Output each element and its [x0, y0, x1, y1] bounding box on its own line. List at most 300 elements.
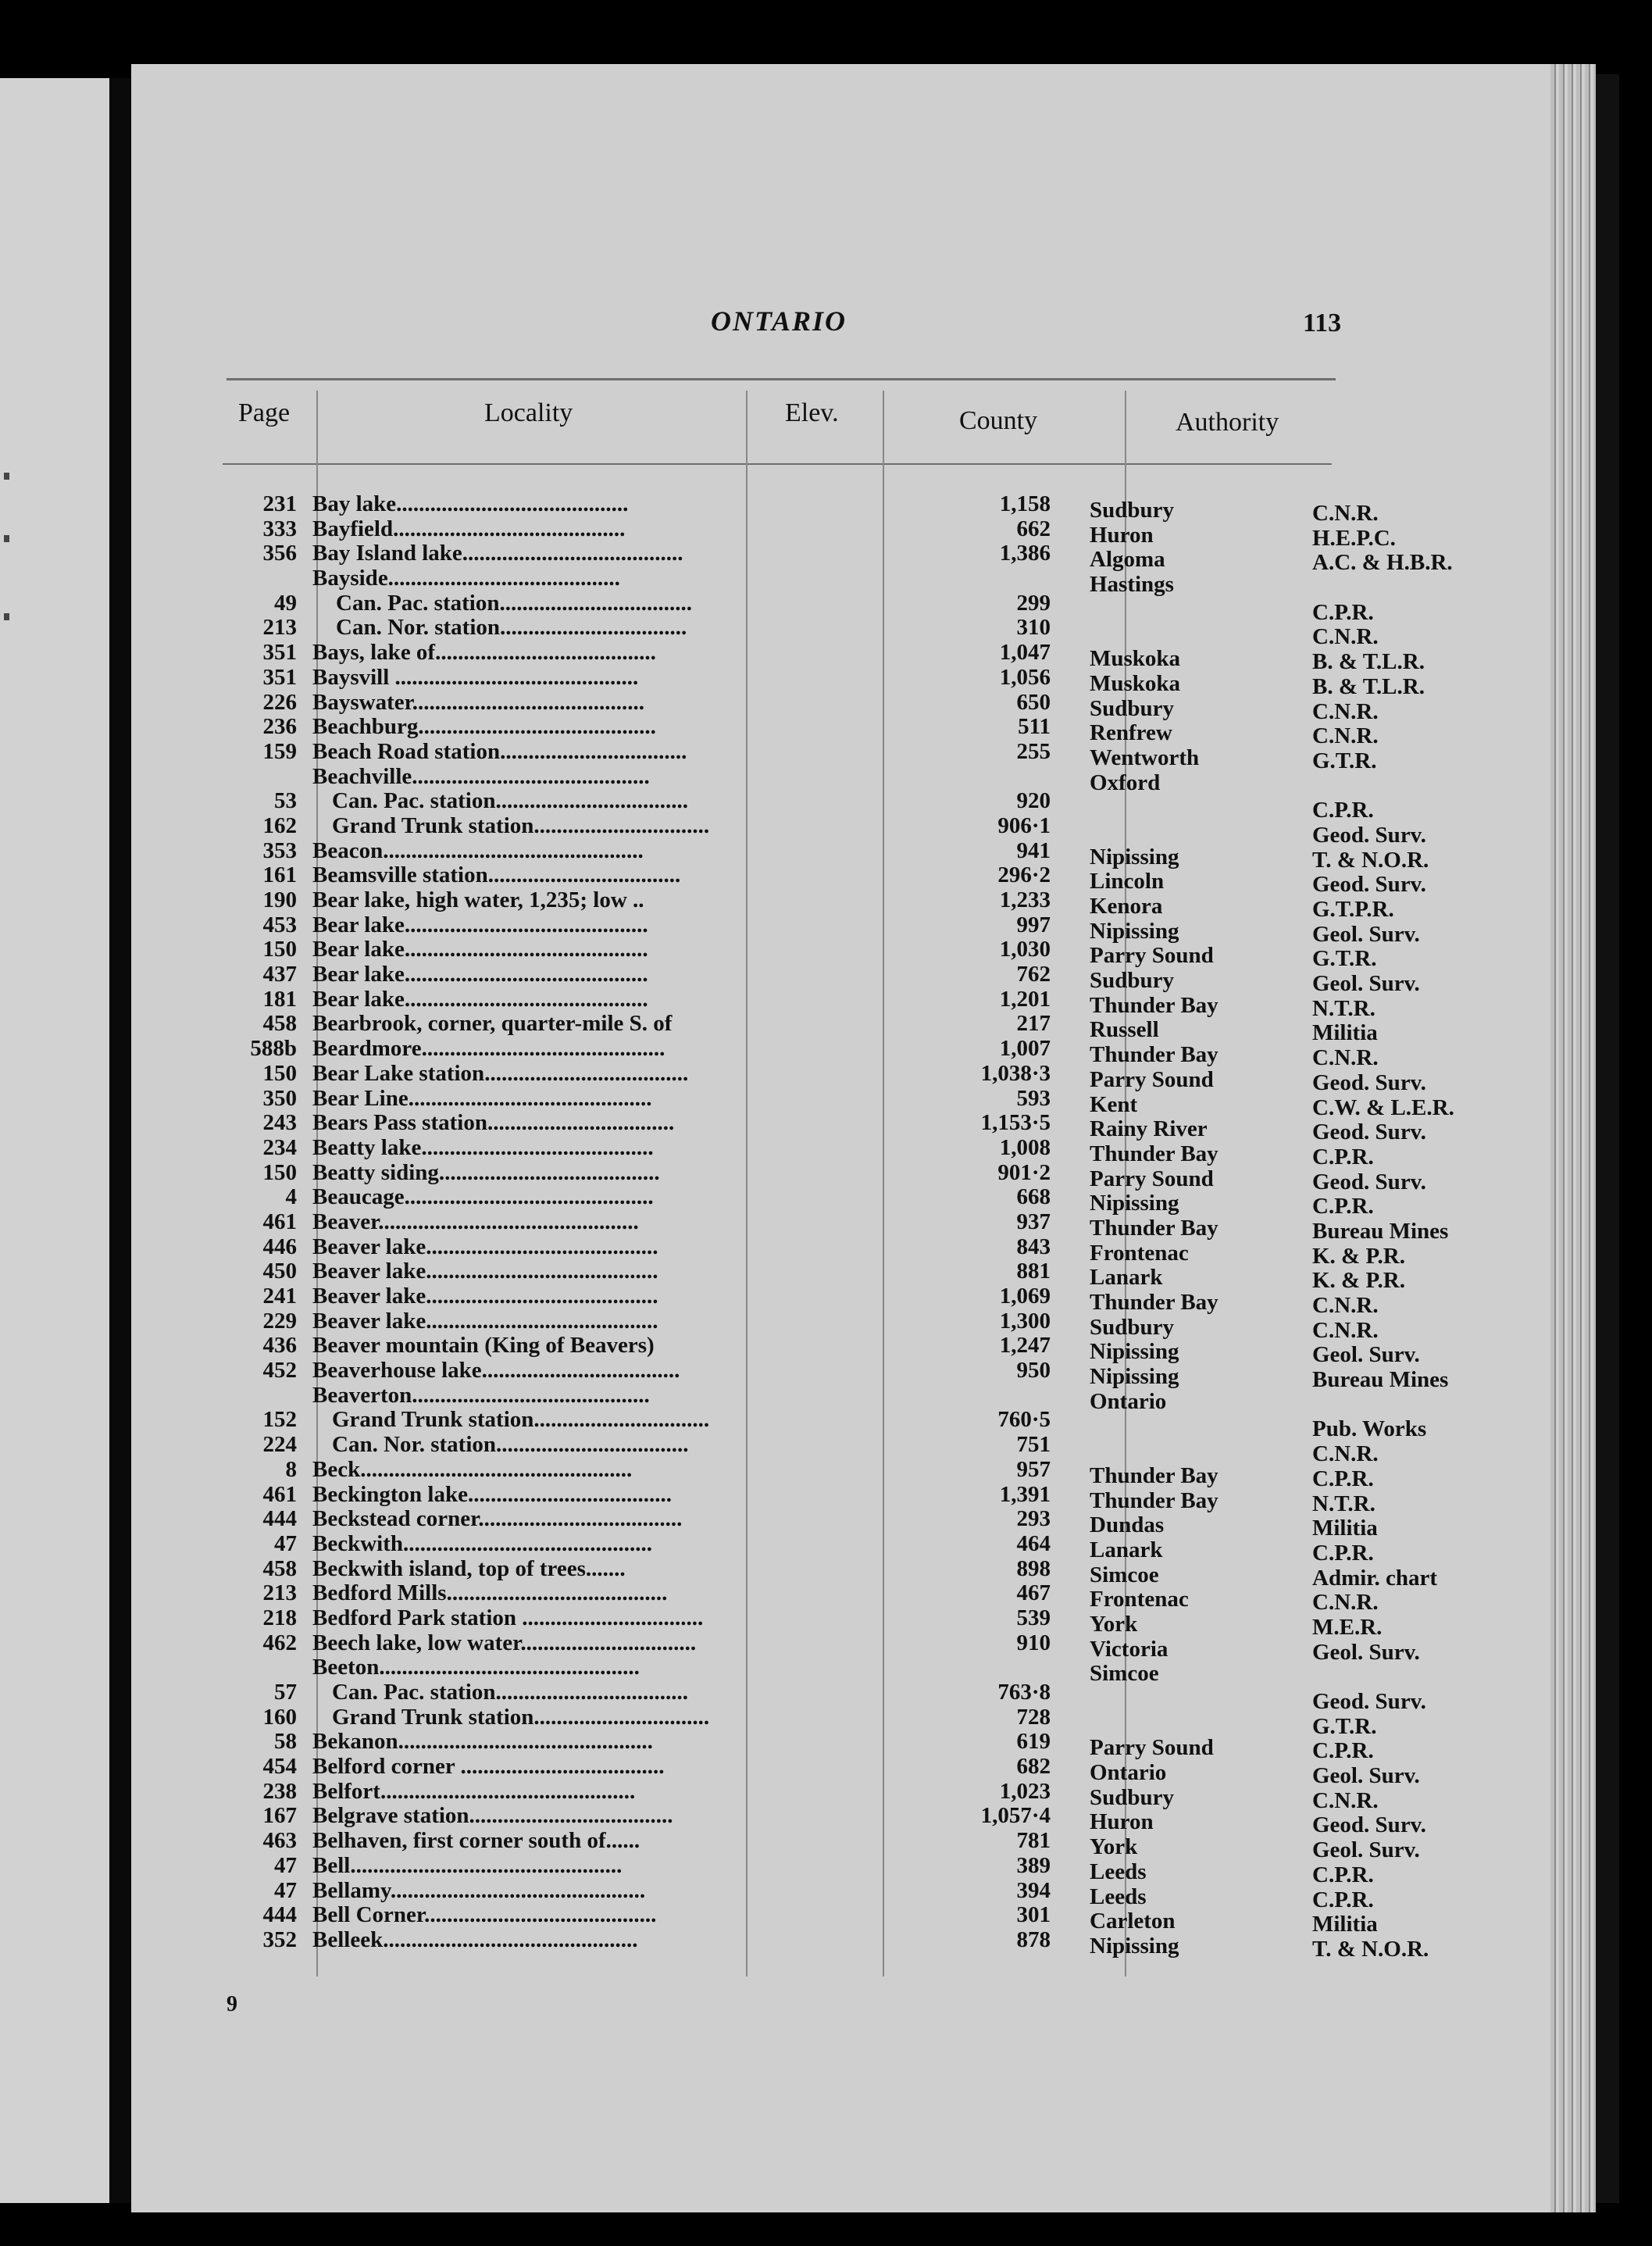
locality-cell: Belfort............................................. [312, 1779, 636, 1804]
county-cell: Frontenac [1090, 1587, 1189, 1612]
locality-cell: Bearbrook, corner, quarter-mile S. of [312, 1012, 673, 1037]
elevation-table [219, 491, 1454, 1962]
page-cell: 213 [262, 1580, 297, 1606]
county-cell: Parry Sound [1090, 943, 1214, 969]
locality-cell: Bayswater......................................... [312, 690, 645, 715]
elevation-cell: 1,300 [999, 1308, 1051, 1334]
table-row [219, 1729, 1374, 1764]
page-cell: 160 [262, 1704, 297, 1730]
authority-cell: Militia [1312, 1912, 1378, 1937]
authority-cell: Geod. Surv. [1312, 1812, 1426, 1838]
county-cell: Nipissing [1090, 1364, 1179, 1390]
table-row [219, 1506, 1378, 1541]
locality-cell: Bellamy............................................. [312, 1878, 646, 1903]
county-cell: Algoma [1090, 547, 1165, 573]
page-cell: 436 [262, 1333, 297, 1359]
locality-cell: Beckington lake.................................... [312, 1482, 672, 1507]
county-cell: Parry Sound [1090, 1735, 1214, 1761]
locality-cell: Beck................................................ [312, 1457, 633, 1482]
table-row [219, 1680, 1426, 1714]
county-cell: Huron [1090, 522, 1154, 548]
elevation-cell: 293 [1016, 1506, 1051, 1532]
authority-cell: C.P.R. [1312, 1540, 1374, 1566]
table-row [219, 1803, 1426, 1838]
county-cell: Nipissing [1090, 1933, 1179, 1959]
county-cell: York [1090, 1611, 1138, 1637]
authority-cell: K. & P.R. [1312, 1243, 1405, 1269]
elevation-cell: 878 [1016, 1926, 1051, 1952]
county-cell: Ontario [1090, 1388, 1167, 1414]
locality-cell: Beaver.............................................. [312, 1209, 639, 1234]
table-row [219, 862, 1426, 898]
facing-page-mark [4, 473, 9, 480]
authority-cell: Geol. Surv. [1312, 921, 1420, 947]
table-row [219, 1011, 1378, 1046]
authority-cell: Geol. Surv. [1312, 1837, 1420, 1863]
locality-cell: Beacon.............................................. [312, 838, 644, 863]
authority-cell: H.E.P.C. [1312, 525, 1396, 551]
locality-cell: Beatty siding....................................... [312, 1160, 660, 1185]
county-cell: Parry Sound [1090, 1066, 1214, 1092]
authority-cell: C.W. & L.E.R. [1312, 1094, 1454, 1120]
page-cell: 234 [262, 1134, 297, 1160]
county-cell: Parry Sound [1090, 1166, 1214, 1191]
locality-cell: Grand Trunk station............................... [332, 813, 710, 838]
locality-cell: Baysvill ........................................... [312, 665, 639, 690]
locality-cell: Can. Pac. station.................................. [332, 1680, 688, 1705]
table-row [219, 516, 1396, 551]
table-row [219, 1754, 1420, 1789]
elevation-cell: 906·1 [997, 812, 1051, 838]
locality-cell: Beaver lake......................................... [312, 1259, 658, 1284]
page-cell: 352 [262, 1926, 297, 1952]
facing-page [0, 78, 109, 2203]
running-title: ONTARIO [711, 305, 847, 337]
locality-cell: Beaverton.......................................... [312, 1383, 650, 1408]
page-cell: 353 [262, 837, 297, 863]
locality-cell: Bear lake, high water, 1,235; low .. [312, 888, 644, 912]
authority-cell: N.T.R. [1312, 995, 1375, 1021]
table-row [219, 1159, 1426, 1194]
county-cell: Russell [1090, 1017, 1159, 1043]
locality-cell: Bay Island lake....................................... [312, 541, 683, 566]
locality-cell: Bayfield......................................... [312, 516, 626, 541]
locality-cell: Can. Pac. station.................................. [332, 789, 688, 814]
county-cell: Sudbury [1090, 1314, 1175, 1340]
elevation-cell: 539 [1016, 1605, 1051, 1630]
page-cell: 462 [262, 1630, 297, 1655]
page-cell: 458 [262, 1555, 297, 1581]
locality-cell: Beamsville station.................................. [312, 863, 681, 888]
table-row [219, 491, 1379, 526]
authority-cell: A.C. & H.B.R. [1312, 550, 1453, 576]
locality-cell: Beckwith............................................ [312, 1531, 652, 1556]
header-county: County [959, 406, 1038, 435]
elevation-cell: 1,030 [999, 937, 1051, 962]
table-row [219, 738, 1377, 773]
table-row [219, 812, 1426, 848]
authority-cell: C.N.R. [1312, 1787, 1379, 1813]
locality-cell: Bears Pass station................................. [312, 1111, 675, 1136]
table-row [219, 1926, 1429, 1962]
authority-cell: C.N.R. [1312, 1045, 1379, 1071]
table-row [219, 764, 1351, 795]
page-cell: 47 [274, 1852, 297, 1878]
authority-cell: C.N.R. [1312, 723, 1379, 749]
page-cell: 356 [262, 541, 297, 566]
elevation-cell: 1,233 [999, 887, 1051, 912]
page-cell: 218 [262, 1605, 297, 1630]
elevation-cell: 467 [1016, 1580, 1051, 1606]
table-row [219, 1481, 1375, 1516]
locality-cell: Beckwith island, top of trees....... [312, 1556, 626, 1581]
page-cell: 351 [262, 640, 297, 666]
county-cell: Nipissing [1090, 1339, 1179, 1365]
page-cell: 458 [262, 1011, 297, 1037]
authority-cell: C.P.R. [1312, 599, 1374, 625]
locality-cell: Bear lake........................................... [312, 962, 648, 987]
page-cell: 161 [262, 862, 297, 888]
table-row [219, 1134, 1374, 1169]
county-cell: Frontenac [1090, 1240, 1189, 1266]
locality-cell: Bear Lake station.................................... [312, 1061, 689, 1086]
locality-cell: Bear lake........................................... [312, 937, 648, 962]
table-row [219, 962, 1420, 997]
authority-cell: C.P.R. [1312, 1194, 1374, 1219]
locality-cell: Beaver mountain (King of Beavers) [312, 1334, 655, 1359]
page-number: 113 [1303, 309, 1342, 337]
county-cell: Sudbury [1090, 498, 1175, 523]
elevation-cell: 910 [1016, 1630, 1051, 1655]
page-cell: 588b [250, 1036, 297, 1062]
locality-cell: Beech lake, low water............................... [312, 1630, 697, 1655]
elevation-cell: 1,153·5 [980, 1110, 1051, 1136]
county-cell: Lincoln [1090, 869, 1165, 894]
authority-cell: Geod. Surv. [1312, 1119, 1426, 1145]
locality-cell: Beaver lake......................................... [312, 1309, 658, 1334]
authority-cell: K. & P.R. [1312, 1268, 1405, 1294]
table-row [219, 1333, 1420, 1368]
table-row [219, 1284, 1379, 1318]
elevation-cell: 301 [1016, 1902, 1051, 1928]
elevation-cell: 763·8 [997, 1680, 1051, 1705]
elevation-cell: 593 [1016, 1085, 1051, 1111]
authority-cell: Geod. Surv. [1312, 1169, 1426, 1194]
authority-cell: C.N.R. [1312, 1441, 1379, 1467]
county-cell: Kent [1090, 1091, 1138, 1117]
locality-cell: Beach Road station................................. [312, 739, 687, 764]
locality-cell: Can. Pac. station.................................. [336, 591, 692, 616]
page-cell: 444 [262, 1506, 297, 1532]
elevation-cell: 668 [1016, 1184, 1051, 1210]
page-cell: 463 [262, 1828, 297, 1854]
page-cell: 4 [285, 1184, 297, 1210]
authority-cell: Geol. Surv. [1312, 1342, 1420, 1368]
page-cell: 453 [262, 912, 297, 937]
elevation-cell: 650 [1016, 689, 1051, 715]
county-cell: Muskoka [1090, 670, 1181, 696]
page-cell: 8 [285, 1456, 297, 1482]
locality-cell: Bays, lake of....................................... [312, 641, 656, 666]
table-row [219, 1308, 1379, 1343]
authority-cell: C.P.R. [1312, 1738, 1374, 1764]
locality-cell: Bear Line........................................... [312, 1086, 652, 1111]
table-row [219, 1655, 1351, 1687]
elevation-cell: 937 [1016, 1209, 1051, 1234]
authority-cell: Bureau Mines [1312, 1218, 1449, 1244]
facing-page-mark [4, 613, 9, 620]
authority-cell: Geod. Surv. [1312, 822, 1426, 848]
page-cell: 238 [262, 1778, 297, 1804]
authority-cell: C.P.R. [1312, 1144, 1374, 1169]
authority-cell: C.P.R. [1312, 1862, 1374, 1887]
table-row [219, 1555, 1438, 1591]
county-cell: Oxford [1090, 769, 1161, 795]
authority-cell: Geod. Surv. [1312, 1069, 1426, 1095]
elevation-cell: 950 [1016, 1358, 1051, 1384]
authority-cell: C.N.R. [1312, 1317, 1379, 1343]
elevation-cell: 1,047 [999, 640, 1051, 666]
authority-cell: T. & N.O.R. [1312, 847, 1429, 873]
locality-cell: Bekanon............................................. [312, 1730, 653, 1755]
county-cell: Leeds [1090, 1859, 1147, 1884]
elevation-cell: 843 [1016, 1234, 1051, 1259]
table-row [219, 1580, 1379, 1616]
county-cell: Hastings [1090, 572, 1174, 598]
authority-cell: Bureau Mines [1312, 1367, 1449, 1393]
table-row [219, 1456, 1374, 1491]
elevation-cell: 1,023 [999, 1778, 1051, 1804]
table-row [219, 590, 1374, 625]
page-cell: 58 [274, 1729, 297, 1755]
table-row [219, 1259, 1405, 1294]
county-cell: Huron [1090, 1809, 1154, 1835]
elevation-cell: 511 [1018, 714, 1051, 740]
locality-cell: Bayside......................................... [312, 566, 620, 591]
elevation-cell: 781 [1016, 1828, 1051, 1854]
page-cell: 181 [262, 986, 297, 1012]
table-row [219, 664, 1425, 699]
header-locality: Locality [484, 398, 573, 427]
county-cell: Victoria [1090, 1636, 1169, 1662]
page-cell: 150 [262, 937, 297, 962]
table-row [219, 1184, 1374, 1219]
table-row [219, 937, 1377, 972]
page-cell: 236 [262, 714, 297, 740]
page-cell: 446 [262, 1234, 297, 1259]
locality-cell: Bell Corner......................................... [312, 1903, 657, 1928]
elevation-cell: 728 [1016, 1704, 1051, 1730]
table-row [219, 1085, 1454, 1120]
elevation-cell: 751 [1016, 1432, 1051, 1458]
table-row [219, 986, 1375, 1021]
page-cell: 57 [274, 1680, 297, 1705]
locality-cell: Bedford Mills....................................... [312, 1581, 668, 1606]
elevation-cell: 760·5 [997, 1407, 1051, 1433]
elevation-cell: 1,038·3 [980, 1060, 1051, 1086]
table-row [219, 887, 1394, 922]
county-cell: Thunder Bay [1090, 1141, 1218, 1166]
page-cell: 47 [274, 1877, 297, 1903]
elevation-cell: 1,247 [999, 1333, 1051, 1359]
table-row [219, 788, 1374, 823]
locality-cell: Beardmore........................................... [312, 1037, 665, 1062]
locality-cell: Belgrave station.................................... [312, 1804, 673, 1829]
page-cell: 152 [262, 1407, 297, 1433]
locality-cell: Beachburg.......................................... [312, 715, 656, 740]
table-row [219, 1630, 1420, 1665]
county-cell: Ontario [1090, 1760, 1167, 1786]
elevation-cell: 1,386 [999, 541, 1051, 566]
county-cell: Rainy River [1090, 1116, 1208, 1142]
page-cell: 241 [262, 1284, 297, 1309]
locality-cell: Bedford Park station ................................ [312, 1605, 704, 1630]
page-cell: 159 [262, 738, 297, 764]
header-top-rule [227, 378, 1336, 380]
table-row [219, 689, 1379, 724]
locality-cell: Bell................................................ [312, 1853, 623, 1878]
table-row [219, 566, 1351, 598]
elevation-cell: 1,056 [999, 664, 1051, 690]
elevation-cell: 881 [1016, 1259, 1051, 1284]
page-cell: 452 [262, 1358, 297, 1384]
elevation-cell: 310 [1016, 615, 1051, 641]
footer-number: 9 [227, 1992, 237, 2016]
table-row [219, 1110, 1426, 1145]
page-cell: 190 [262, 887, 297, 912]
table-row [219, 912, 1420, 947]
page-cell: 350 [262, 1085, 297, 1111]
county-cell: Thunder Bay [1090, 1462, 1218, 1488]
page-cell: 461 [262, 1209, 297, 1234]
page-cell: 229 [262, 1308, 297, 1334]
elevation-cell: 464 [1016, 1530, 1051, 1556]
county-cell: Sudbury [1090, 1784, 1175, 1810]
page-cell: 351 [262, 664, 297, 690]
county-cell: Thunder Bay [1090, 1042, 1218, 1068]
gutter-shadow [109, 78, 131, 2203]
county-cell: Thunder Bay [1090, 1290, 1218, 1315]
page-cell: 444 [262, 1902, 297, 1928]
locality-cell: Grand Trunk station............................... [332, 1705, 710, 1730]
table-row [219, 1234, 1405, 1269]
page-cell: 226 [262, 689, 297, 715]
table-row [219, 615, 1379, 650]
page-cell: 231 [262, 491, 297, 516]
locality-cell: Bear lake........................................... [312, 987, 648, 1012]
county-cell: Renfrew [1090, 720, 1172, 746]
county-cell: Nipissing [1090, 1191, 1179, 1216]
elevation-cell: 762 [1016, 962, 1051, 987]
table-row [219, 640, 1425, 675]
elevation-cell: 941 [1016, 837, 1051, 863]
table-row [219, 1605, 1383, 1640]
authority-cell: Militia [1312, 1516, 1378, 1541]
table-row [219, 1902, 1378, 1937]
facing-page-mark [4, 535, 9, 542]
page-cell: 47 [274, 1530, 297, 1556]
page-edges [1550, 64, 1596, 2212]
elevation-cell: 619 [1016, 1729, 1051, 1755]
authority-cell: Geod. Surv. [1312, 872, 1426, 898]
county-cell: Kenora [1090, 894, 1163, 919]
county-cell: Lanark [1090, 1265, 1163, 1291]
page-cell: 437 [262, 962, 297, 987]
table-row [219, 1060, 1426, 1095]
authority-cell: C.P.R. [1312, 798, 1374, 823]
table-row [219, 1852, 1374, 1887]
locality-cell: Beachville.......................................... [312, 764, 650, 789]
elevation-cell: 255 [1016, 738, 1051, 764]
page-cell: 454 [262, 1754, 297, 1780]
table-row [219, 1358, 1449, 1393]
locality-cell: Beaver lake......................................... [312, 1234, 658, 1259]
county-cell: Thunder Bay [1090, 1215, 1218, 1241]
county-cell: Nipissing [1090, 844, 1179, 869]
authority-cell: Pub. Works [1312, 1416, 1427, 1442]
authority-cell: C.P.R. [1312, 1887, 1374, 1912]
county-cell: Dundas [1090, 1512, 1165, 1538]
locality-cell: Bear lake........................................... [312, 912, 648, 937]
page-cell: 243 [262, 1110, 297, 1136]
table-row [219, 1209, 1449, 1244]
page-cell: 213 [262, 615, 297, 641]
table-row [219, 541, 1453, 576]
book-edge [1596, 74, 1619, 2203]
table-row [219, 1530, 1374, 1566]
county-cell: Sudbury [1090, 695, 1175, 721]
elevation-cell: 1,069 [999, 1284, 1051, 1309]
locality-cell: Grand Trunk station............................... [332, 1408, 710, 1433]
elevation-cell: 682 [1016, 1754, 1051, 1780]
page-cell: 162 [262, 812, 297, 838]
elevation-cell: 920 [1016, 788, 1051, 814]
elevation-cell: 1,201 [999, 986, 1051, 1012]
authority-cell: C.N.R. [1312, 624, 1379, 650]
authority-cell: T. & N.O.R. [1312, 1936, 1429, 1962]
locality-cell: Bay lake......................................... [312, 492, 629, 516]
county-cell: York [1090, 1834, 1138, 1860]
locality-cell: Beckstead corner.................................... [312, 1507, 683, 1532]
authority-cell: G.T.R. [1312, 946, 1377, 972]
elevation-cell: 898 [1016, 1555, 1051, 1581]
county-cell: Wentworth [1090, 745, 1200, 770]
elevation-cell: 1,057·4 [980, 1803, 1051, 1829]
county-cell: Lanark [1090, 1537, 1163, 1562]
authority-cell: Admir. chart [1312, 1565, 1438, 1591]
page-cell: 333 [262, 516, 297, 541]
elevation-cell: 389 [1016, 1852, 1051, 1878]
county-cell: Nipissing [1090, 918, 1179, 944]
page-cell: 450 [262, 1259, 297, 1284]
authority-cell: Geol. Surv. [1312, 971, 1420, 997]
authority-cell: G.T.P.R. [1312, 897, 1394, 922]
county-cell: Muskoka [1090, 646, 1181, 672]
page-cell: 150 [262, 1060, 297, 1086]
locality-cell: Belhaven, first corner south of...... [312, 1829, 640, 1854]
header-elev: Elev. [785, 398, 839, 427]
county-cell: Carleton [1090, 1909, 1176, 1934]
elevation-cell: 901·2 [997, 1159, 1051, 1185]
table-row [219, 1383, 1351, 1414]
table-row [219, 714, 1379, 749]
elevation-cell: 1,391 [999, 1481, 1051, 1507]
authority-cell: C.P.R. [1312, 1466, 1374, 1491]
table-row [219, 1778, 1379, 1813]
page-cell: 53 [274, 788, 297, 814]
authority-cell: C.N.R. [1312, 1293, 1379, 1318]
county-cell: Thunder Bay [1090, 1487, 1218, 1513]
